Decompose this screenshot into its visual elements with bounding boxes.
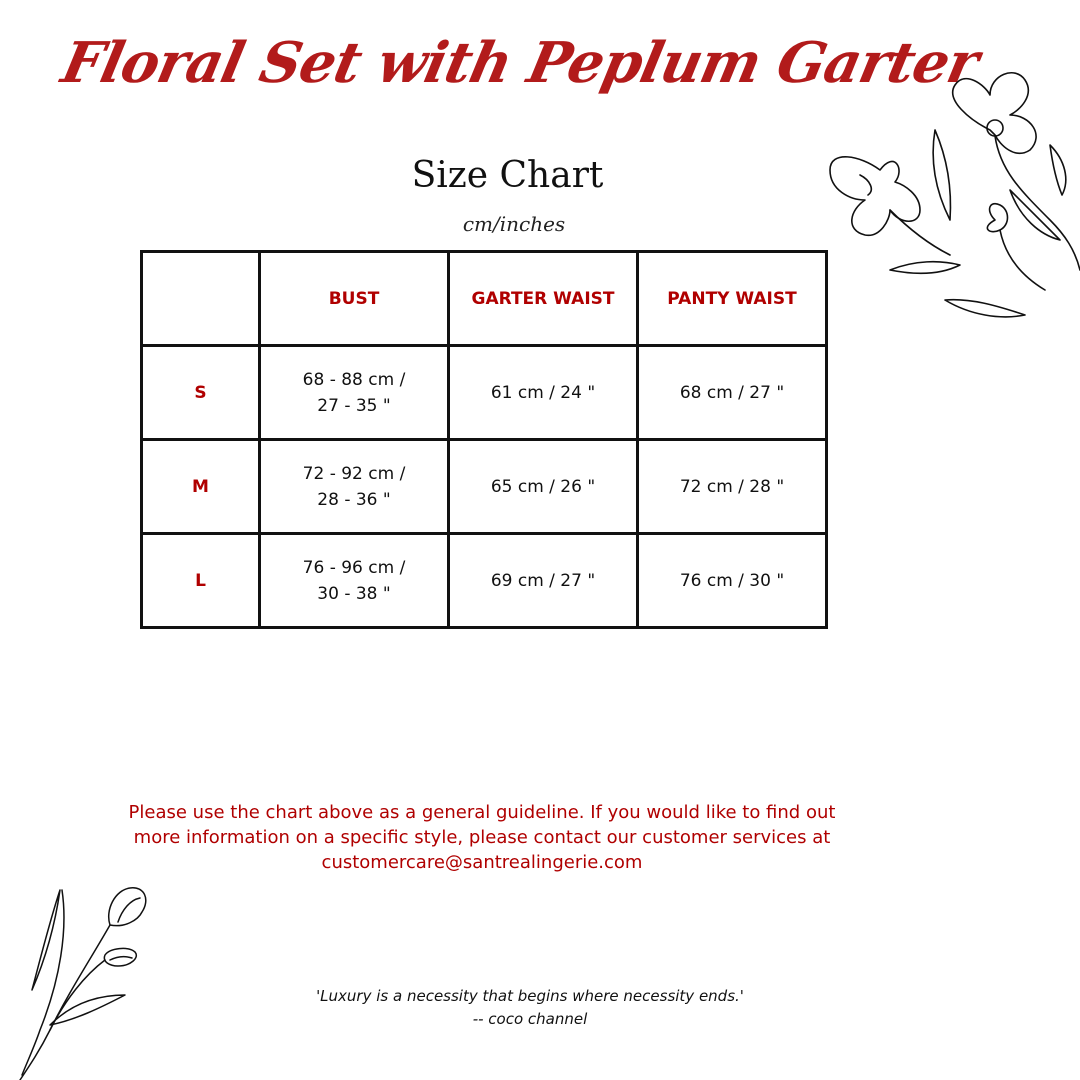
quote-block (260, 985, 800, 1031)
header-garter-waist: GARTER WAIST (449, 252, 638, 346)
tulip-line-art-icon (10, 880, 160, 1080)
header-panty-waist: PANTY WAIST (638, 252, 827, 346)
garter-waist-cell: 61 cm / 24 " (449, 346, 638, 440)
table-header-row (142, 252, 827, 346)
quote-text: 'Luxury is a necessity that begins where necessity ends.' (316, 987, 744, 1005)
note-line-2: more information on a specific style, please contact our customer services at (133, 827, 831, 848)
header-size (142, 252, 260, 346)
bust-cm: 76 - 96 cm / (302, 557, 406, 578)
panty-waist-cell: 72 cm / 28 " (638, 440, 827, 534)
table-row (142, 440, 827, 534)
garter-waist-cell: 65 cm / 26 " (449, 440, 638, 534)
quote-author: -- coco channel (472, 1010, 588, 1028)
size-label: M (142, 440, 260, 534)
table-row (142, 346, 827, 440)
page-title: Floral Set with Peplum Garter (56, 30, 984, 96)
garter-waist-cell: 69 cm / 27 " (449, 534, 638, 628)
bust-cm: 68 - 88 cm / (302, 369, 406, 390)
bust-cell (260, 440, 449, 534)
bust-cell (260, 534, 449, 628)
table-row (142, 534, 827, 628)
note-line-1: Please use the chart above as a general guideline. If you would like to find out (128, 802, 836, 823)
customer-care-email[interactable]: customercare@santrealingerie.com (321, 852, 643, 873)
panty-waist-cell: 68 cm / 27 " (638, 346, 827, 440)
bust-inches: 30 - 38 " (317, 583, 391, 604)
size-chart-table (140, 250, 828, 629)
bust-inches: 27 - 35 " (317, 395, 391, 416)
guideline-note (110, 800, 854, 875)
bust-inches: 28 - 36 " (317, 489, 391, 510)
size-label: S (142, 346, 260, 440)
size-chart-heading: Size Chart (411, 155, 604, 196)
units-label: cm/inches (462, 212, 566, 236)
panty-waist-cell: 76 cm / 30 " (638, 534, 827, 628)
floral-line-art-icon (820, 60, 1080, 340)
bust-cm: 72 - 92 cm / (302, 463, 406, 484)
header-bust: BUST (260, 252, 449, 346)
size-label: L (142, 534, 260, 628)
bust-cell (260, 346, 449, 440)
